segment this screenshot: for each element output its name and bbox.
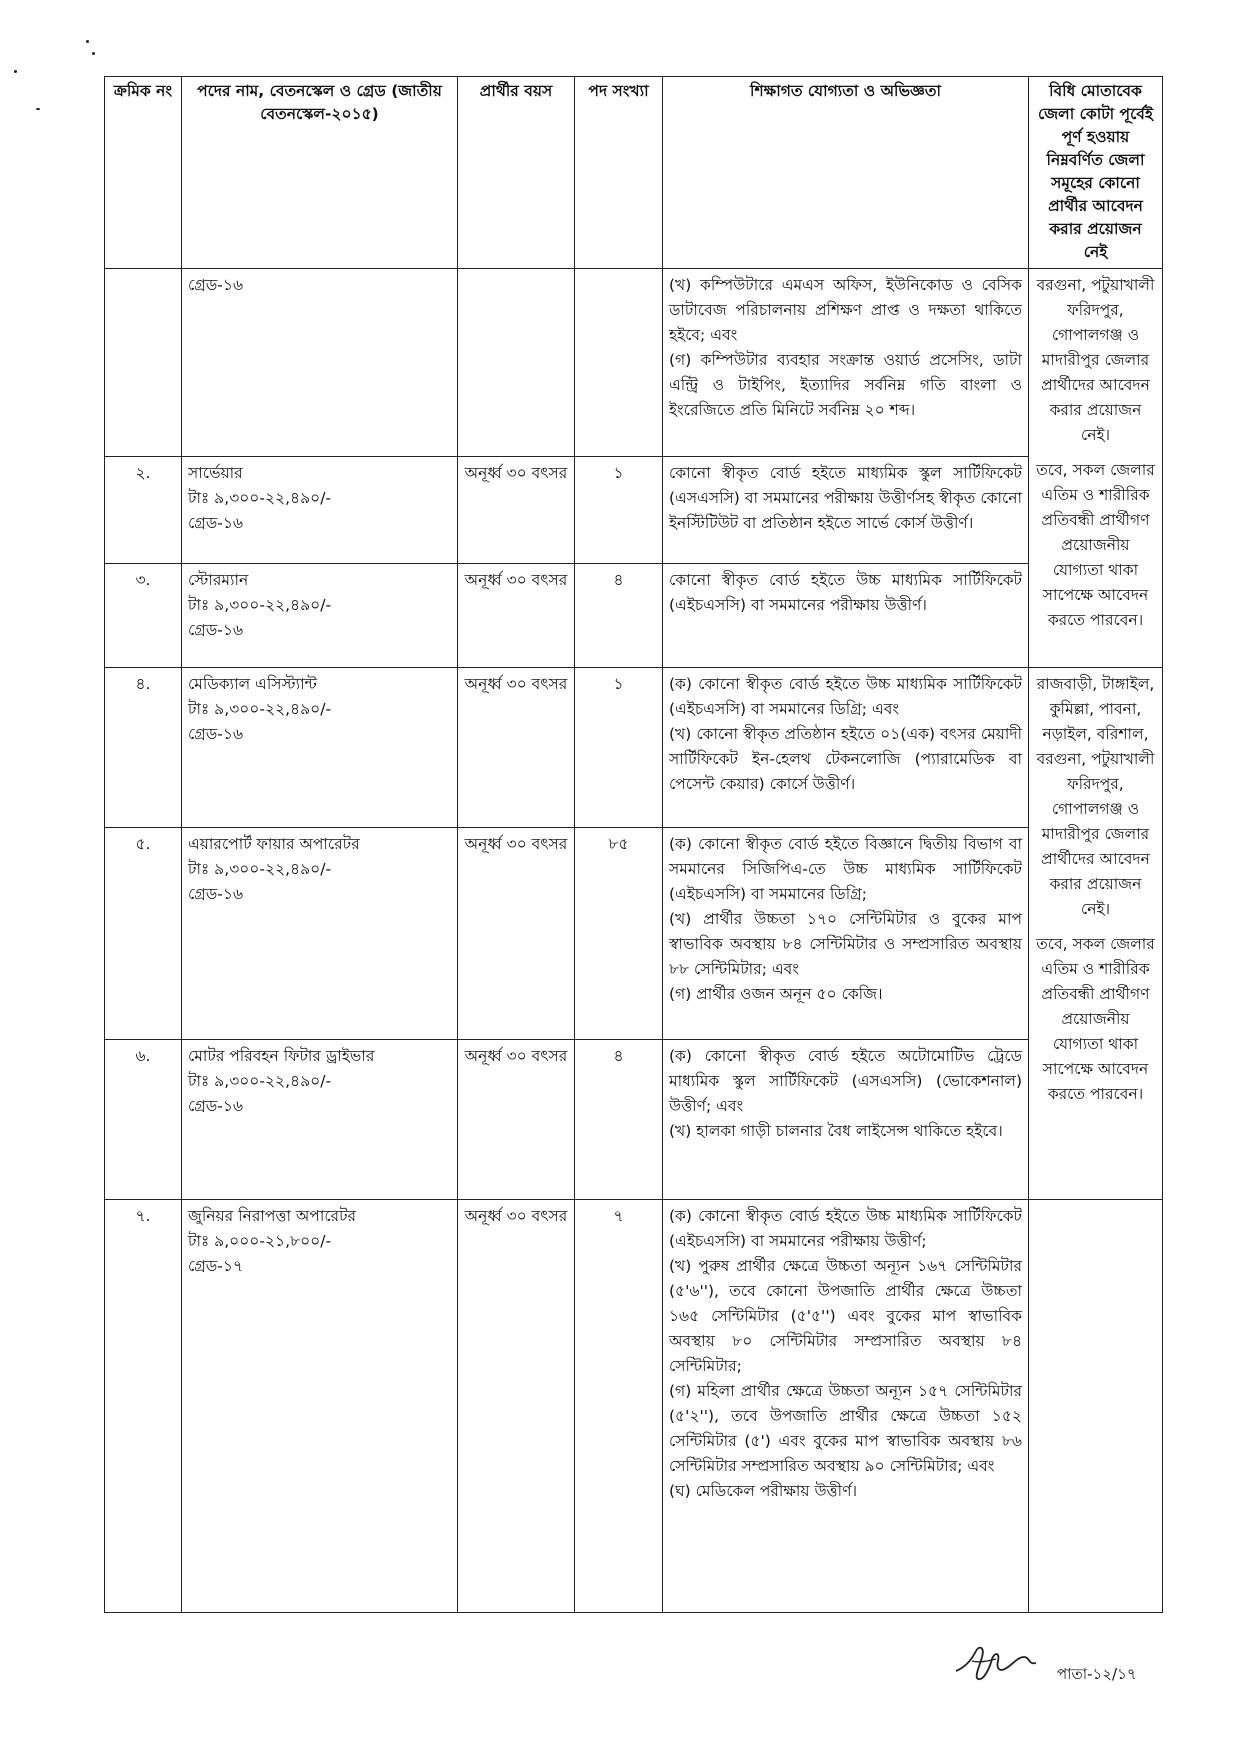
post-cell: [182, 1040, 458, 1200]
post-grade: গ্রেড-১৬: [188, 621, 244, 639]
count-cell: ৪: [575, 564, 663, 668]
serial-cell: [105, 269, 182, 457]
qualification-item: (গ) প্রার্থীর ওজন অনূন ৫০ কেজি।: [669, 985, 883, 1003]
post-scale: টাঃ ৯,৩০০-২২,৪৯০/-: [188, 596, 332, 614]
count-cell: ৪: [575, 1040, 663, 1200]
quota-empty-cell: [1029, 1200, 1163, 1613]
post-grade: গ্রেড-১৬: [188, 725, 244, 743]
quota-cell: [1029, 668, 1163, 1200]
qualification-cell: [663, 269, 1029, 457]
qualification-item: কোনো স্বীকৃত বোর্ড হইতে মাধ্যমিক স্কুল সার্টিফিকেট (এসএসসি) বা সমমানের পরীক্ষায় উত্তীর্ণসহ স্বীকৃত কোনো ইনস্টিটিউট বা প্রতিষ্ঠান হইতে সার্ভে কোর্স উত্তীর্ণ।: [669, 464, 1022, 532]
header-post: পদের নাম, বেতনস্কেল ও গ্রেড (জাতীয় বেতনস্কেল-২০১৫): [182, 77, 458, 269]
qualification-item: (খ) প্রার্থীর উচ্চতা ১৭০ সেন্টিমিটার ও বুকের মাপ স্বাভাবিক অবস্থায় ৮৪ সেন্টিমিটার ও সম্প্রসারিত অবস্থায় ৮৮ সেন্টিমিটার; এবং: [669, 910, 1022, 978]
qualification-item: কোনো স্বীকৃত বোর্ড হইতে উচ্চ মাধ্যমিক সার্টিফিকেট (এইচএসসি) বা সমমানের পরীক্ষায় উত্তীর্ণ।: [669, 571, 1022, 614]
post-title: স্টোরম্যান: [188, 571, 249, 589]
count-cell: ৭: [575, 1200, 663, 1613]
qualification-cell: [663, 668, 1029, 828]
quota-districts: রাজবাড়ী, টাঙ্গাইল, কুমিল্লা, পাবনা, নড়াইল, বরিশাল, বরগুনা, পটুয়াখালী ফরিদপুর, গোপালগঞ্জ ও মাদারীপুর জেলার প্রার্থীদের আবেদন করার প্রয়োজন নেই।: [1036, 675, 1155, 918]
qualification-item: (ক) কোনো স্বীকৃত বোর্ড হইতে উচ্চ মাধ্যমিক সার্টিফিকেট (এইচএসসি) বা সমমানের পরীক্ষায় উত্তীর্ণ;: [669, 1207, 1022, 1250]
header-count: পদ সংখ্যা: [575, 77, 663, 269]
post-cell: [182, 269, 458, 457]
table-row: [105, 1200, 1163, 1613]
post-grade: গ্রেড-১৭: [188, 1257, 244, 1275]
page-number: পাতা-১২/১৭: [1057, 1665, 1137, 1683]
serial-cell: ৭.: [105, 1200, 182, 1613]
scan-speck: [92, 52, 95, 55]
count-cell: ১: [575, 668, 663, 828]
post-title: এয়ারপোর্ট ফায়ার অপারেটর: [188, 835, 360, 853]
post-title: জুনিয়র নিরাপত্তা অপারেটর: [188, 1207, 357, 1225]
count-cell: [575, 269, 663, 457]
post-cell: [182, 1200, 458, 1613]
scan-speck: [86, 40, 89, 43]
header-qualification: শিক্ষাগত যোগ্যতা ও অভিজ্ঞতা: [663, 77, 1029, 269]
post-grade: গ্রেড-১৬: [188, 885, 244, 903]
qualification-cell: [663, 828, 1029, 1040]
serial-cell: ৫.: [105, 828, 182, 1040]
header-age: প্রার্থীর বয়স: [458, 77, 575, 269]
age-cell: অনূর্ধ্ব ৩০ বৎসর: [458, 457, 575, 564]
qualification-item: (ক) কোনো স্বীকৃত বোর্ড হইতে বিজ্ঞানে দ্বিতীয় বিভাগ বা সমমানের সিজিপিএ-তে উচ্চ মাধ্যমিক সার্টিফিকেট (এইচএসসি) বা সমমানের ডিগ্রি;: [669, 835, 1022, 903]
qualification-item: (ক) কোনো স্বীকৃত বোর্ড হইতে উচ্চ মাধ্যমিক সার্টিফিকেট (এইচএসসি) বা সমমানের ডিগ্রি; এবং: [669, 675, 1022, 718]
age-cell: অনূর্ধ্ব ৩০ বৎসর: [458, 564, 575, 668]
table-row: [105, 269, 1163, 457]
serial-cell: ৬.: [105, 1040, 182, 1200]
count-cell: ১: [575, 457, 663, 564]
header-quota: বিধি মোতাবেক জেলা কোটা পূর্বেই পূর্ণ হওয়ায় নিম্নবর্ণিত জেলা সমূহের কোনো প্রার্থীর আবেদন করার প্রয়োজন নেই: [1029, 77, 1163, 269]
qualification-item: (খ) কম্পিউটারে এমএস অফিস, ইউনিকোড ও বেসিক ডাটাবেজ পরিচালনায় প্রশিক্ষণ প্রাপ্ত ও দক্ষতা থাকিতে হইবে; এবং: [669, 276, 1022, 344]
post-cell: [182, 828, 458, 1040]
header-serial: ক্রমিক নং: [105, 77, 182, 269]
serial-cell: ২.: [105, 457, 182, 564]
quota-cell: [1029, 269, 1163, 668]
quota-exception: তবে, সকল জেলার এতিম ও শারীরিক প্রতিবন্ধী প্রার্থীগণ প্রয়োজনীয় যোগ্যতা থাকা সাপেক্ষে আবেদন করতে পারবেন।: [1036, 935, 1155, 1103]
post-grade: গ্রেড-১৬: [188, 514, 244, 532]
post-title: মেডিক্যাল এসিস্ট্যান্ট: [188, 675, 317, 693]
signature-mark: [952, 1637, 1042, 1687]
scan-speck: [36, 108, 40, 110]
age-cell: অনূর্ধ্ব ৩০ বৎসর: [458, 1040, 575, 1200]
post-cell: [182, 457, 458, 564]
qualification-item: (খ) কোনো স্বীকৃত প্রতিষ্ঠান হইতে ০১(এক) বৎসর মেয়াদী সার্টিফিকেট ইন-হেলথ টেকনলোজি (প্যারামেডিক বা পেসেন্ট কেয়ার) কোর্সে উত্তীর্ণ।: [669, 725, 1022, 793]
table-row: [105, 828, 1163, 1040]
serial-cell: ৩.: [105, 564, 182, 668]
post-title: সার্ভেয়ার: [188, 464, 243, 482]
qualification-item: (খ) হালকা গাড়ী চালনার বৈধ লাইসেন্স থাকিতে হইবে।: [669, 1122, 1003, 1140]
qualification-item: (গ) কম্পিউটার ব্যবহার সংক্রান্ত ওয়ার্ড প্রসেসিং, ডাটা এন্ট্রি ও টাইপিং, ইত্যাদির সর্বনিম্ন গতি বাংলা ও ইংরেজিতে প্রতি মিনিটে সর্বনিম্ন ২০ শব্দ।: [669, 351, 1022, 419]
qualification-cell: [663, 1200, 1029, 1613]
post-scale: টাঃ ৯,৩০০-২২,৪৯০/-: [188, 700, 332, 718]
post-cell: [182, 668, 458, 828]
age-cell: অনূর্ধ্ব ৩০ বৎসর: [458, 1200, 575, 1613]
qualification-item: (ক) কোনো স্বীকৃত বোর্ড হইতে অটোমোটিভ ট্রেডে মাধ্যমিক স্কুল সার্টিফিকেট (এসএসসি) (ভোকেশনাল) উত্তীর্ণ; এবং: [669, 1047, 1022, 1115]
qualification-item: (ঘ) মেডিকেল পরীক্ষায় উত্তীর্ণ।: [669, 1482, 857, 1500]
count-cell: ৮৫: [575, 828, 663, 1040]
post-grade: গ্রেড-১৬: [188, 276, 244, 294]
post-cell: [182, 564, 458, 668]
table-row: [105, 564, 1163, 668]
qualification-item: (খ) পুরুষ প্রার্থীর ক্ষেত্রে উচ্চতা অন্যূন ১৬৭ সেন্টিমিটার (৫'৬''), তবে কোনো উপজাতি প্রার্থীর ক্ষেত্রে উচ্চতা ১৬৫ সেন্টিমিটার (৫'৫'') এবং বুকের মাপ স্বাভাবিক অবস্থায় ৮০ সেন্টিমিটার সম্প্রসারিত অবস্থায় ৮৪ সেন্টিমিটার;: [669, 1257, 1022, 1375]
scan-speck: [14, 70, 17, 73]
post-title: মোটর পরিবহন ফিটার ড্রাইভার: [188, 1047, 375, 1065]
post-scale: টাঃ ৯,৩০০-২২,৪৯০/-: [188, 489, 332, 507]
table-row: [105, 1040, 1163, 1200]
age-cell: অনূর্ধ্ব ৩০ বৎসর: [458, 828, 575, 1040]
quota-exception: তবে, সকল জেলার এতিম ও শারীরিক প্রতিবন্ধী প্রার্থীগণ প্রয়োজনীয় যোগ্যতা থাকা সাপেক্ষে আবেদন করতে পারবেন।: [1036, 461, 1155, 629]
qualification-cell: [663, 1040, 1029, 1200]
qualification-cell: [663, 457, 1029, 564]
recruitment-table: [104, 76, 1163, 1613]
table-row: [105, 457, 1163, 564]
serial-cell: ৪.: [105, 668, 182, 828]
post-scale: টাঃ ৯,৩০০-২২,৪৯০/-: [188, 1072, 332, 1090]
post-scale: টাঃ ৯,০০০-২১,৮০০/-: [188, 1232, 332, 1250]
age-cell: [458, 269, 575, 457]
header-row: [105, 77, 1163, 269]
qualification-item: (গ) মহিলা প্রার্থীর ক্ষেত্রে উচ্চতা অন্যূন ১৫৭ সেন্টিমিটার (৫'২''), তবে উপজাতি প্রার্থীর ক্ষেত্রে উচ্চতা ১৫২ সেন্টিমিটার (৫') এবং বুকের মাপ স্বাভাবিক অবস্থায় ৮৬ সেন্টিমিটার সম্প্রসারিত অবস্থায় ৯০ সেন্টিমিটার; এবং: [669, 1382, 1022, 1475]
post-scale: টাঃ ৯,৩০০-২২,৪৯০/-: [188, 860, 332, 878]
qualification-cell: [663, 564, 1029, 668]
quota-districts: বরগুনা, পটুয়াখালী ফরিদপুর, গোপালগঞ্জ ও মাদারীপুর জেলার প্রার্থীদের আবেদন করার প্রয়োজন নেই।: [1036, 276, 1155, 444]
table-row: [105, 668, 1163, 828]
age-cell: অনূর্ধ্ব ৩০ বৎসর: [458, 668, 575, 828]
post-grade: গ্রেড-১৬: [188, 1097, 244, 1115]
